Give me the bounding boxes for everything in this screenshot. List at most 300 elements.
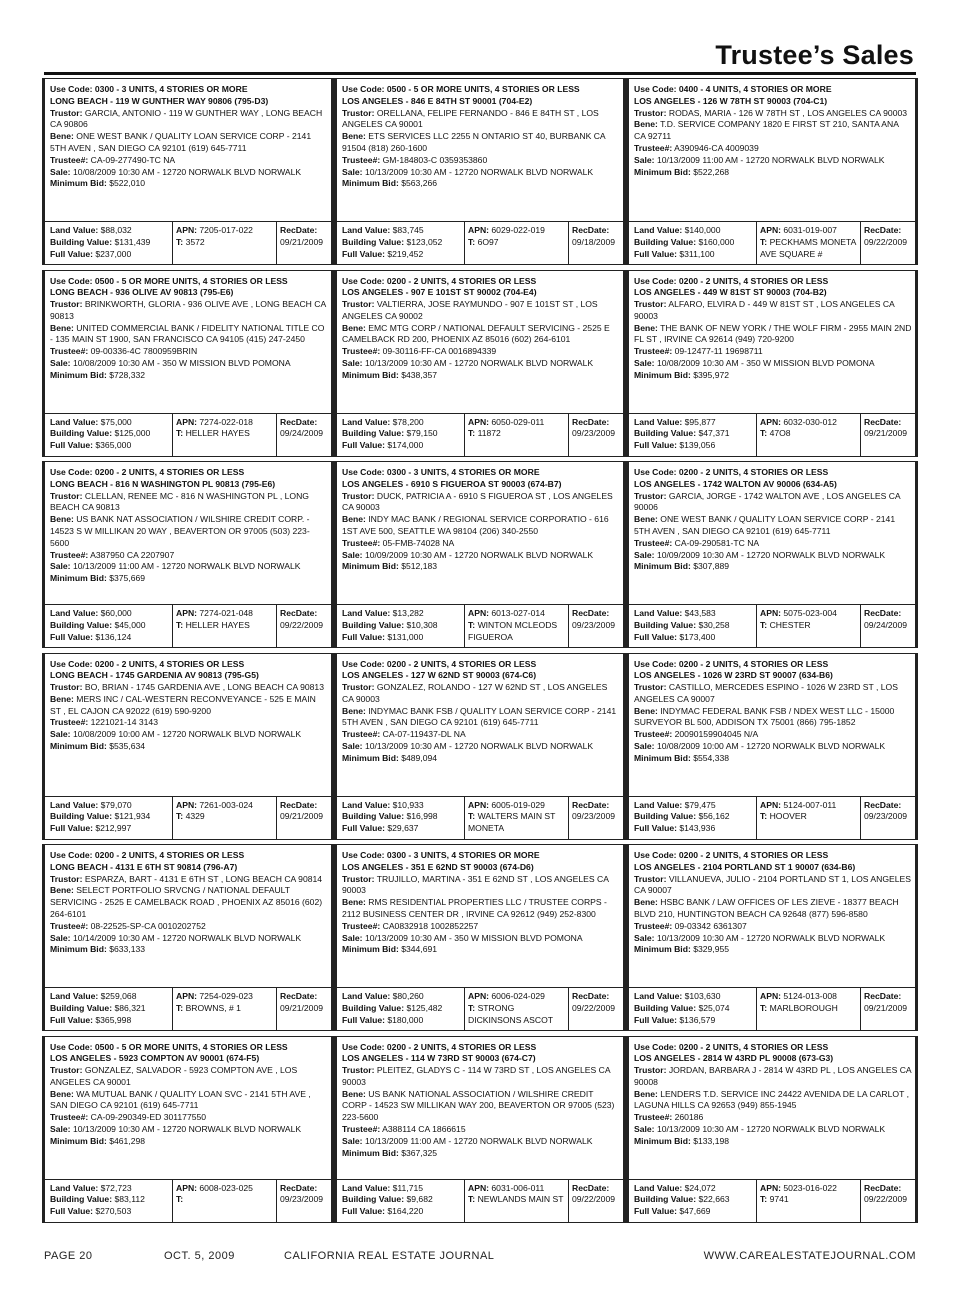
- beneficiary-value: T.D. SERVICE COMPANY 1820 E FIRST ST 210, SANTA ANA CA 92711: [634, 119, 899, 142]
- trustee-number-value: 08-22525-SP-CA 0010202752: [90, 920, 206, 931]
- value-table: [45, 413, 331, 456]
- minimum-bid: [342, 178, 620, 190]
- beneficiary: [634, 706, 912, 730]
- building-value: [50, 428, 168, 440]
- beneficiary-label: Bene:: [50, 131, 74, 142]
- sale-info-label: Sale:: [634, 932, 655, 943]
- trustee-number: [634, 538, 912, 550]
- land-value-label: Land Value:: [342, 991, 391, 1001]
- trustee-number-label: Trustee#:: [342, 920, 381, 931]
- trustor-label: Trustor:: [342, 873, 375, 884]
- trustor-value: BO, BRIAN - 1745 GARDENIA AVE , LONG BEACH CA 90813: [84, 682, 324, 693]
- apn-value: 5023-016-022: [783, 1182, 837, 1193]
- apn: [176, 991, 272, 1003]
- listing-row: [44, 270, 916, 459]
- land-value: [342, 800, 460, 812]
- tract-value: MARLBOROUGH: [769, 1002, 838, 1013]
- land-value-value: $72,723: [100, 1182, 132, 1193]
- beneficiary-label: Bene:: [50, 885, 74, 896]
- building-value: [50, 1194, 168, 1206]
- trustor-label: Trustor:: [342, 1065, 375, 1076]
- beneficiary-value: LENDERS T.D. SERVICE INC 24422 AVENIDA DE LA CARLOT , LAGUNA HILLS CA 92653 (949) 855-1945: [634, 1088, 909, 1111]
- recdate-label: RecDate:: [572, 991, 610, 1001]
- recdate-column: [276, 605, 331, 647]
- minimum-bid-value: $554,338: [693, 752, 730, 763]
- sale-info-value: 10/08/2009 10:30 AM - 12720 NORWALK BLVD NORWALK: [72, 166, 302, 177]
- tract: [760, 1003, 856, 1015]
- building-value-value: $125,000: [114, 428, 151, 439]
- land-value: [50, 417, 168, 429]
- property-location: LONG BEACH - 816 N WASHINGTON PL 90813 (795-E6): [50, 478, 276, 489]
- recdate-label: RecDate:: [280, 799, 318, 810]
- tract: [468, 811, 564, 835]
- land-value-value: $10,933: [392, 799, 424, 810]
- beneficiary: [342, 514, 620, 538]
- trustee-number-value: 09-03342 6361307: [674, 920, 747, 931]
- trustor-label: Trustor:: [634, 490, 667, 501]
- building-value-label: Building Value:: [634, 428, 697, 439]
- building-value-value: $86,321: [114, 1002, 146, 1013]
- recdate-value: 09/22/2009: [572, 1194, 616, 1205]
- trustor-value: PLEITEZ, GLADYS C - 114 W 73RD ST , LOS ANGELES CA 90003: [342, 1065, 611, 1087]
- property-location: LOS ANGELES - 351 E 62ND ST 90003 (674-D6): [342, 861, 534, 872]
- use-code: Use Code: 0500 - 5 OR MORE UNITS, 4 STORIES OR LESS: [50, 275, 288, 286]
- apn-label: APN:: [468, 991, 490, 1001]
- apn-value: 5075-023-004: [783, 608, 837, 618]
- apn-column: [756, 988, 856, 1030]
- minimum-bid: [50, 1136, 328, 1148]
- trustee-number-label: Trustee#:: [634, 142, 673, 153]
- apn-column: [756, 222, 856, 264]
- trustor-label: Trustor:: [50, 490, 83, 501]
- sale-info-label: Sale:: [50, 561, 71, 572]
- beneficiary-value: SELECT PORTFOLIO SRVCNG / NATIONAL DEFAULT SERVICING - 2525 E CAMELBACK ROAD , PHOENIX AZ 85016 (602) 264-6101: [50, 885, 323, 919]
- beneficiary: [634, 897, 912, 921]
- land-value: [50, 1183, 168, 1195]
- tract-value: HOOVER: [769, 811, 807, 822]
- beneficiary-value: RMS RESIDENTIAL PROPERTIES LLC / TRUSTEE CORPS - 2112 BUSINESS CENTER DR , IRVINE CA 92612 (949) 252-8300: [342, 897, 607, 919]
- recdate-column: [568, 605, 623, 647]
- minimum-bid-value: $344,691: [401, 944, 438, 955]
- sale-info-value: 10/13/2009 10:30 AM - 12720 NORWALK BLVD NORWALK: [364, 358, 594, 369]
- values-column: [342, 608, 460, 643]
- full-value: [50, 249, 168, 261]
- building-value-label: Building Value:: [50, 236, 113, 247]
- beneficiary-label: Bene:: [634, 514, 658, 525]
- land-value: [342, 608, 460, 620]
- listing-card: [44, 461, 332, 648]
- minimum-bid-label: Minimum Bid:: [342, 1147, 399, 1158]
- trustor: [634, 874, 912, 898]
- minimum-bid-label: Minimum Bid:: [342, 178, 399, 189]
- beneficiary-value: ETS SERVICES LLC 2255 N ONTARIO ST 40, BURBANK CA 91504 (818) 260-1600: [342, 131, 606, 153]
- values-column: [50, 417, 168, 452]
- sale-info-label: Sale:: [342, 166, 363, 177]
- trustor-value: DUCK, PATRICIA A - 6910 S FIGUEROA ST , LOS ANGELES CA 90003: [342, 490, 613, 513]
- property-location: LONG BEACH - 1745 GARDENIA AV 90813 (795-G5): [50, 670, 259, 681]
- apn-value: 6050-029-011: [491, 416, 545, 427]
- tract-label: T:: [176, 1194, 184, 1205]
- minimum-bid-value: $395,972: [693, 369, 730, 380]
- full-value: [50, 440, 168, 452]
- full-value: [634, 249, 752, 261]
- minimum-bid-value: $563,266: [401, 178, 438, 189]
- value-table: [337, 604, 623, 647]
- tract-label: T:: [176, 811, 184, 822]
- use-code: Use Code: 0200 - 2 UNITS, 4 STORIES OR LESS: [634, 1041, 829, 1052]
- sale-info-value: 10/13/2009 11:00 AM - 12720 NORWALK BLVD NORWALK: [656, 154, 885, 165]
- beneficiary-value: THE BANK OF NEW YORK / THE WOLF FIRM - 2955 MAIN 2ND FL ST , IRVINE CA 92614 (949) 720-9200: [634, 322, 912, 345]
- tract-value: STRONG DICKINSONS ASCOT: [468, 1002, 553, 1025]
- sale-info: [50, 561, 328, 573]
- beneficiary: [634, 1089, 912, 1113]
- apn-value: 7205-017-022: [199, 225, 253, 235]
- recdate-column: [568, 988, 623, 1030]
- apn-column: [172, 605, 272, 647]
- apn: [760, 991, 856, 1003]
- tract-label: T:: [760, 811, 768, 822]
- trustee-number: [342, 729, 620, 741]
- property-location: LOS ANGELES - 126 W 78TH ST 90003 (704-C1): [634, 95, 828, 106]
- apn-label: APN:: [468, 1182, 490, 1193]
- beneficiary-label: Bene:: [634, 322, 658, 333]
- trustee-number-value: GM-184803-C 0359353860: [382, 154, 488, 165]
- trustee-number-value: CA-09-290581-TC NA: [674, 537, 760, 548]
- sale-info-label: Sale:: [634, 154, 655, 165]
- trustee-number-value: 05-FMB-74028 NA: [382, 537, 455, 548]
- apn-label: APN:: [176, 799, 198, 810]
- full-value: [634, 1015, 752, 1027]
- land-value: [342, 225, 460, 237]
- apn-value: 6008-023-025: [199, 1182, 253, 1193]
- trustor: [342, 1065, 620, 1089]
- apn: [176, 800, 272, 812]
- beneficiary: [634, 323, 912, 347]
- full-value: [342, 440, 460, 452]
- apn-label: APN:: [760, 608, 782, 618]
- minimum-bid: [342, 370, 620, 382]
- tract-value: 47O8: [769, 428, 791, 439]
- full-value-value: $174,000: [387, 440, 424, 451]
- apn-value: 6031-006-011: [491, 1182, 545, 1193]
- tract-value: 6O97: [477, 236, 499, 247]
- recdate-column: [860, 988, 915, 1030]
- beneficiary-value: EMC MTG CORP / NATIONAL DEFAULT SERVICING - 2525 E CAMELBACK RD 200, PHOENIX AZ 85016 (602) 264-6101: [342, 322, 610, 345]
- apn-column: [756, 414, 856, 456]
- beneficiary: [342, 1089, 620, 1124]
- land-value: [634, 991, 752, 1003]
- tract-value: 11872: [477, 428, 501, 439]
- apn-label: APN:: [176, 416, 198, 427]
- land-value: [634, 417, 752, 429]
- trustor-label: Trustor:: [634, 107, 667, 118]
- apn-label: APN:: [760, 225, 782, 235]
- minimum-bid-value: $438,357: [401, 369, 438, 380]
- minimum-bid-label: Minimum Bid:: [634, 944, 691, 955]
- sale-info: [342, 550, 620, 562]
- trustee-number: [342, 538, 620, 550]
- listing-row: [44, 653, 916, 842]
- listing-details: [634, 276, 912, 382]
- apn: [760, 1183, 856, 1195]
- apn-label: APN:: [176, 1182, 198, 1193]
- minimum-bid: [634, 370, 912, 382]
- sale-info: [342, 933, 620, 945]
- trustee-number-label: Trustee#:: [342, 537, 381, 548]
- tract: [468, 620, 564, 644]
- value-table: [337, 796, 623, 839]
- trustee-number-label: Trustee#:: [342, 154, 381, 165]
- full-value-label: Full Value:: [634, 248, 677, 259]
- tract-label: T:: [468, 811, 476, 822]
- minimum-bid-value: $375,669: [109, 573, 146, 584]
- tract-label: T:: [760, 236, 768, 247]
- building-value-value: $10,308: [406, 619, 438, 630]
- full-value-label: Full Value:: [342, 248, 385, 259]
- land-value-value: $79,475: [684, 799, 716, 810]
- land-value: [50, 608, 168, 620]
- footer-page-number: PAGE 20: [44, 1250, 93, 1262]
- recdate-label: RecDate:: [864, 416, 902, 427]
- beneficiary-label: Bene:: [634, 119, 658, 130]
- land-value: [634, 225, 752, 237]
- use-code: Use Code: 0500 - 5 OR MORE UNITS, 4 STORIES OR LESS: [342, 84, 580, 94]
- listing-details: [634, 1042, 912, 1148]
- minimum-bid: [342, 753, 620, 765]
- property-location: LOS ANGELES - 2814 W 43RD PL 90008 (673-G3): [634, 1053, 834, 1064]
- apn-label: APN:: [468, 608, 490, 618]
- beneficiary-label: Bene:: [634, 705, 658, 716]
- building-value-label: Building Value:: [342, 1002, 405, 1013]
- sale-info-value: 10/08/2009 10:30 AM - 350 W MISSION BLVD POMONA: [72, 358, 291, 369]
- building-value: [342, 1003, 460, 1015]
- apn-label: APN:: [176, 225, 198, 235]
- page-title: Trustee’s Sales: [715, 40, 914, 70]
- sale-info-label: Sale:: [342, 1135, 363, 1146]
- minimum-bid-value: $461,298: [109, 1135, 146, 1146]
- listing-details: [342, 276, 620, 382]
- full-value: [342, 249, 460, 261]
- trustee-number-label: Trustee#:: [342, 729, 381, 740]
- apn-column: [172, 1180, 272, 1222]
- trustee-number-value: 09-30116-FF-CA 0016894339: [382, 346, 497, 357]
- tract: [760, 237, 856, 261]
- trustee-number-label: Trustee#:: [50, 154, 89, 165]
- sale-info: [50, 1124, 328, 1136]
- land-value-label: Land Value:: [50, 225, 99, 235]
- listing-details: [50, 659, 328, 753]
- beneficiary-value: US BANK NAT ASSOCIATION / WILSHIRE CREDIT CORP. - 14523 S W MILLIKAN 20 WAY , BEAVERTON OR 97005 (503) 223-5600: [50, 514, 310, 548]
- full-value-value: $173,400: [679, 631, 716, 642]
- recdate-value: 09/21/2009: [864, 1002, 908, 1013]
- full-value: [342, 823, 460, 835]
- use-code: Use Code: 0300 - 3 UNITS, 4 STORIES OR MORE: [342, 467, 540, 477]
- use-code: Use Code: 0200 - 2 UNITS, 4 STORIES OR LESS: [342, 1041, 537, 1052]
- building-value-value: $79,150: [406, 428, 438, 439]
- listing-details: [50, 467, 328, 585]
- apn: [176, 1183, 272, 1195]
- tract-value: 4329: [185, 811, 205, 822]
- building-value-value: $131,439: [114, 236, 151, 247]
- trustor: [50, 874, 328, 886]
- beneficiary: [342, 131, 620, 155]
- trustor: [50, 108, 328, 132]
- recdate-label: RecDate:: [864, 799, 902, 810]
- sale-info-value: 10/08/2009 10:00 AM - 12720 NORWALK BLVD NORWALK: [72, 729, 302, 740]
- recdate-value: 09/22/2009: [864, 1194, 908, 1205]
- land-value-label: Land Value:: [342, 1182, 391, 1193]
- apn: [760, 800, 856, 812]
- sale-info-value: 10/13/2009 11:00 AM - 12720 NORWALK BLVD NORWALK: [72, 561, 301, 572]
- listing-card: [628, 461, 916, 648]
- full-value-value: $365,998: [95, 1014, 132, 1025]
- property-location: LOS ANGELES - 846 E 84TH ST 90001 (704-E2): [342, 95, 533, 106]
- property-location: LOS ANGELES - 114 W 73RD ST 90003 (674-C7): [342, 1053, 536, 1064]
- apn-value: 6005-019-029: [491, 799, 545, 810]
- land-value-value: $43,583: [684, 608, 716, 618]
- listing-details: [342, 467, 620, 573]
- trustor: [634, 108, 912, 120]
- beneficiary-value: HSBC BANK / LAW OFFICES OF LES ZIEVE - 18377 BEACH BLVD 210, HUNTINGTON BEACH CA 92648 (877) 596-8580: [634, 897, 899, 919]
- values-column: [50, 225, 168, 260]
- trustor-value: CASTILLO, MERCEDES ESPINO - 1026 W 23RD ST , LOS ANGELES CA 90007: [634, 682, 898, 704]
- full-value-value: $131,000: [387, 631, 424, 642]
- trustee-number-value: A388114 CA 1866615: [382, 1124, 466, 1135]
- beneficiary-value: ONE WEST BANK / QUALITY LOAN SERVICE CORP - 2141 5TH AVEN , SAN DIEGO CA 92101 (619) 645-7711: [634, 514, 896, 536]
- land-value-label: Land Value:: [634, 991, 683, 1001]
- building-value-label: Building Value:: [50, 1002, 113, 1013]
- tract-label: T:: [468, 1002, 476, 1013]
- land-value: [634, 608, 752, 620]
- trustor: [634, 682, 912, 706]
- full-value-label: Full Value:: [342, 1206, 385, 1217]
- land-value-value: $13,282: [392, 608, 424, 618]
- value-table: [45, 1179, 331, 1222]
- sale-info-value: 10/09/2009 10:30 AM - 12720 NORWALK BLVD NORWALK: [656, 549, 886, 560]
- trustee-number-label: Trustee#:: [50, 1112, 89, 1123]
- building-value-value: $25,074: [698, 1002, 730, 1013]
- land-value-value: $60,000: [100, 608, 132, 618]
- land-value-value: $24,072: [684, 1182, 716, 1193]
- trustor: [342, 682, 620, 706]
- sale-info-label: Sale:: [50, 166, 71, 177]
- apn: [468, 608, 564, 620]
- recdate-value: 09/21/2009: [280, 236, 324, 247]
- minimum-bid-label: Minimum Bid:: [634, 369, 691, 380]
- trustor-label: Trustor:: [342, 299, 375, 310]
- land-value: [342, 991, 460, 1003]
- recdate-column: [276, 222, 331, 264]
- land-value-value: $75,000: [100, 416, 132, 427]
- tract: [760, 428, 856, 440]
- trustee-number-value: 20090159904045 N/A: [674, 729, 759, 740]
- tract: [760, 620, 856, 632]
- value-table: [337, 413, 623, 456]
- beneficiary: [50, 131, 328, 155]
- land-value-label: Land Value:: [634, 416, 683, 427]
- land-value-label: Land Value:: [342, 799, 391, 810]
- recdate-column: [860, 797, 915, 839]
- trustee-number-label: Trustee#:: [634, 1112, 673, 1123]
- tract-value: HELLER HAYES: [185, 619, 250, 630]
- apn-label: APN:: [468, 225, 490, 235]
- building-value-value: $160,000: [698, 236, 735, 247]
- sale-info-value: 10/13/2009 10:30 AM - 12720 NORWALK BLVD NORWALK: [72, 1124, 302, 1135]
- trustor-value: GONZALEZ, SALVADOR - 5923 COMPTON AVE , LOS ANGELES CA 90001: [50, 1065, 298, 1087]
- land-value-value: $88,032: [100, 225, 132, 235]
- full-value: [634, 632, 752, 644]
- sale-info: [634, 155, 912, 167]
- use-code: Use Code: 0200 - 2 UNITS, 4 STORIES OR LESS: [634, 275, 829, 286]
- beneficiary-label: Bene:: [50, 693, 74, 704]
- trustor-label: Trustor:: [50, 299, 83, 310]
- sale-info: [342, 1136, 620, 1148]
- full-value: [50, 632, 168, 644]
- building-value-label: Building Value:: [50, 619, 113, 630]
- values-column: [50, 1183, 168, 1218]
- beneficiary-value: INDYMAC BANK FSB / QUALITY LOAN SERVICE CORP - 2141 5TH AVEN , SAN DIEGO CA 92101 (619) 645-7711: [342, 705, 617, 728]
- tract-label: T:: [468, 1194, 476, 1205]
- building-value: [342, 428, 460, 440]
- beneficiary-label: Bene:: [50, 1088, 74, 1099]
- apn-column: [464, 414, 564, 456]
- tract-value: WALTERS MAIN ST MONETA: [468, 811, 556, 834]
- apn-label: APN:: [760, 991, 782, 1001]
- trustor: [634, 299, 912, 323]
- building-value-value: $56,162: [698, 811, 730, 822]
- sale-info-label: Sale:: [50, 729, 71, 740]
- listing-card: [336, 1036, 624, 1223]
- listing-row: [44, 1036, 916, 1225]
- recdate-column: [276, 1180, 331, 1222]
- apn: [760, 225, 856, 237]
- apn-label: APN:: [176, 608, 198, 618]
- land-value: [50, 991, 168, 1003]
- tract-value: 9741: [769, 1194, 789, 1205]
- trustee-number: [50, 717, 328, 729]
- listing-card: [628, 1036, 916, 1223]
- values-column: [634, 1183, 752, 1218]
- apn-value: 7261-003-024: [199, 799, 253, 810]
- recdate-column: [568, 1180, 623, 1222]
- beneficiary: [342, 706, 620, 730]
- trustee-number: [634, 1112, 912, 1124]
- trustor-value: CLELLAN, RENEE MC - 816 N WASHINGTON PL , LONG BEACH CA 90813: [50, 490, 309, 513]
- value-table: [629, 987, 915, 1030]
- trustee-number: [634, 143, 912, 155]
- apn-column: [464, 988, 564, 1030]
- building-value-label: Building Value:: [50, 1194, 113, 1205]
- tract: [468, 428, 564, 440]
- listing-card: [44, 844, 332, 1031]
- trustee-number-value: 1221021-14 3143: [90, 717, 158, 728]
- sale-info-label: Sale:: [342, 741, 363, 752]
- trustor-label: Trustor:: [50, 107, 83, 118]
- apn: [468, 225, 564, 237]
- land-value-value: $103,630: [684, 991, 721, 1001]
- full-value-label: Full Value:: [634, 823, 677, 834]
- building-value: [634, 1003, 752, 1015]
- beneficiary-label: Bene:: [634, 897, 658, 908]
- apn: [760, 608, 856, 620]
- listing-card: [628, 270, 916, 457]
- apn-value: 7274-021-048: [199, 608, 253, 618]
- recdate-column: [860, 605, 915, 647]
- sale-info: [342, 358, 620, 370]
- full-value: [342, 1015, 460, 1027]
- values-column: [342, 417, 460, 452]
- apn: [468, 1183, 564, 1195]
